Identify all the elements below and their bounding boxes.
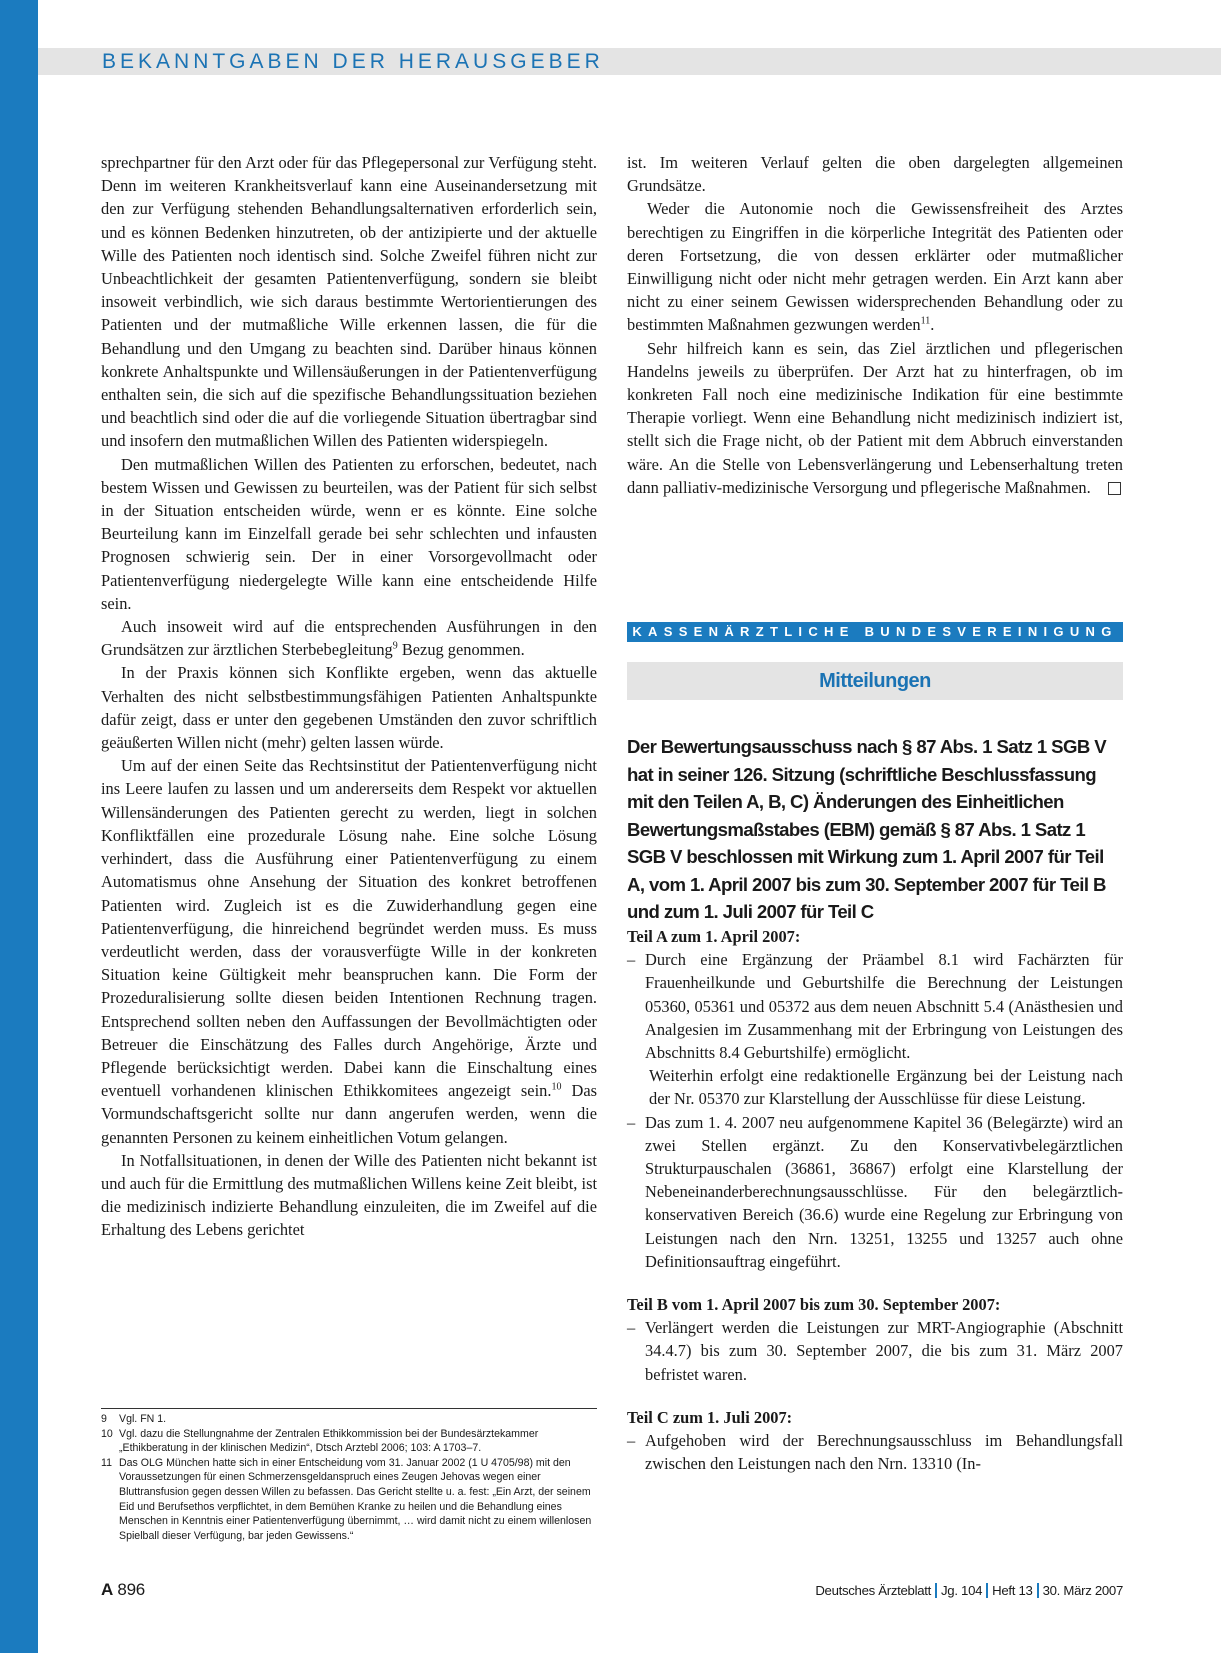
list-item-text: Verlängert werden die Leistungen zur MRT-Angiographie (Abschnitt 34.4.7) bis zum 30. September 2007, die bis zum 31. März 2007 befristet waren. <box>645 1318 1123 1384</box>
kbv-headline: Der Bewertungsausschuss nach § 87 Abs. 1 Satz 1 SGB V hat in seiner 126. Sitzung (schriftliche Beschlussfassung mit den Teilen A, B, C) Änderungen des Einheitlichen Bewertungsmaßstabes (EBM) gemäß § 87 Abs. 1 Satz 1 SGB V beschlossen mit Wirkung zum 1. April 2007 für Teil A, vom 1. April 2007 bis zum 30. September 2007 für Teil B und zum 1. Juli 2007 für Teil C <box>627 736 1107 922</box>
footnote-text: Das OLG München hatte sich in einer Entscheidung vom 31. Januar 2002 (1 U 4705/98) mit den Voraussetzungen für einen Schmerzensgeldanspruch eines Zeugen Jehovas wegen einer Bluttransfusion gegen dessen Willen zu befassen. Das Gericht stellte u. a. fest: „Ein Arzt, der seinem Eid und Berufsethos verpflichtet, in dem Bemühen Kranke zu heilen und die Behandlung eines Menschen in Kenntnis einer Patientenverfügung übernimmt, … wird damit nicht zu einem willenlosen Spielball dieser Verfügung, bar jeden Gewissens.“ <box>119 1456 592 1542</box>
kbv-body <box>627 925 1123 1475</box>
paragraph <box>627 197 1123 336</box>
list-item-text: Das zum 1. 4. 2007 neu aufgenommene Kapitel 36 (Belegärzte) wird an zwei Stellen ergänzt. Zu den Konservativbelegärztlichen Strukturpauschalen (36861, 36867) erfolgt eine Klarstellung der Nebeneinanderberechnungsausschlüsse. Für den belegärztlich-konservativen Bereich (36.6) wurde eine Regelung zur Erbringung von Leistungen nach den Nrn. 13251, 13255 und 13257 auch ohne Definitionsauftrag eingeführt. <box>645 1112 1123 1271</box>
section-header-title: BEKANNTGABEN DER HERAUSGEBER <box>102 50 604 73</box>
section-heading-teil-a: Teil A zum 1. April 2007: <box>627 927 801 946</box>
dash-bullet: – <box>627 950 636 970</box>
separator <box>986 1583 988 1598</box>
journal-date: 30. März 2007 <box>1042 1583 1123 1598</box>
paragraph: sprechpartner für den Arzt oder für das Pflegepersonal zur Verfügung steht. Denn im weiteren Krankheitsverlauf kann eine Auseinandersetzung mit den zur Verfügung stehenden Behandlungsalternativen erforderlich sein, und es können Bedenken hinzutreten, ob der antizipierte und der aktuelle Wille des Patienten noch identisch sind. Solche Zweifel führen nicht zur Unbeachtlichkeit der gesamten Patientenverfügung, sondern sie bleibt insoweit verbindlich, wie sich daraus bestimmte Wertorientierungen des Patienten und der mutmaßliche Wille erkennen lassen, die für die Behandlung und den Umgang zu beachten sind. Darüber hinaus können konkrete Anhaltspunkte und Willensäußerungen in der Patientenverfügung enthalten sein, die sich auf die spezifische Behandlungssituation beziehen und beachtlich sind oder die auf die vorliegende Situation übertragbar sind und insofern den mutmaßlichen Willen des Patienten widerspiegeln. <box>101 153 597 451</box>
journal-info <box>815 1583 1123 1598</box>
list-item-text: Durch eine Ergänzung der Präambel 8.1 wird Fachärzten für Frauenheilkunde und Geburtshilfe die Berechnung der Leistungen 05360, 05361 und 05372 aus dem neuen Abschnitt 5.4 (Anästhesien und Analgesien im Zusammenhang mit der Erbringung von Leistungen des Abschnitts 8.4 Geburtshilfe) ermöglicht. <box>645 950 1123 1063</box>
separator <box>1037 1583 1039 1598</box>
footnote <box>101 1427 597 1456</box>
page-number-value: 896 <box>117 1580 145 1599</box>
text-segment: . <box>930 315 935 335</box>
text-segment: Weder die Autonomie noch die Gewissensfreiheit des Arztes berechtigen zu Eingriffen in die körperliche Integrität des Patienten oder deren Fortsetzung, die von dessen erklärter oder mutmaßlicher Einwilligung nicht oder nicht mehr getragen werden. Ein Arzt kann aber nicht zu einer seinem Gewissen widersprechenden Behandlung oder zu bestimmten Maßnahmen gezwungen werden <box>627 199 1123 335</box>
paragraph: In der Praxis können sich Konflikte ergeben, wenn das aktuelle Verhalten des nicht selbstbestimmungsfähigen Patienten Anhaltspunkte dafür zeigt, dass er unter den gegebenen Umständen den zuvor schriftlich geäußerten Willen nicht (mehr) gelten lassen würde. <box>101 663 597 753</box>
journal-name: Deutsches Ärzteblatt <box>815 1583 931 1598</box>
footnote-ref: 9 <box>392 640 398 652</box>
dash-bullet: – <box>627 1112 636 1132</box>
paragraph <box>101 754 597 1148</box>
footnote-number: 11 <box>101 1456 112 1469</box>
footnotes <box>101 1412 597 1543</box>
list-item <box>627 1429 1123 1475</box>
footnote <box>101 1456 597 1544</box>
kbv-section-band: KASSENÄRZTLICHE BUNDESVEREINIGUNG <box>627 622 1123 642</box>
mitteilungen-heading: Mitteilungen <box>627 662 1123 700</box>
page-prefix: A <box>101 1580 113 1599</box>
footnote-ref: 11 <box>920 315 931 327</box>
list-item <box>627 948 1123 1064</box>
text-segment: Sehr hilfreich kann es sein, das Ziel ärztlichen und pflegerischen Handelns jeweils zu überprüfen. Der Arzt hat zu hinterfragen, ob im konkreten Fall noch eine medizinische Indikation für eine bestimmte Therapie vorliegt. Wenn eine Behandlung nicht medizinisch indiziert ist, stellt sich die Frage nicht, ob der Patient mit dem Abbruch einverstanden wäre. An die Stelle von Lebensverlängerung und Lebenserhaltung treten dann palliativ-medizinische Versorgung und pflegerische Maßnahmen. <box>627 338 1123 497</box>
text-segment: Bezug genommen. <box>397 640 525 660</box>
paragraph <box>627 337 1123 499</box>
footnote <box>101 1412 597 1427</box>
section-heading-teil-c: Teil C zum 1. Juli 2007: <box>627 1407 793 1427</box>
footnote-number: 10 <box>101 1427 113 1440</box>
journal-issue: Heft 13 <box>992 1583 1033 1598</box>
separator <box>935 1583 937 1598</box>
dash-bullet: – <box>627 1431 636 1451</box>
list-item-text: Aufgehoben wird der Berechnungsausschluss im Behandlungsfall zwischen den Leistungen nach den Nrn. 13310 (In- <box>645 1431 1123 1474</box>
left-accent-bar <box>0 0 38 1653</box>
footnote-ref: 10 <box>551 1081 562 1093</box>
page-number <box>101 1580 145 1600</box>
paragraph <box>101 615 597 661</box>
footnote-text: Vgl. dazu die Stellungnahme der Zentralen Ethikkommission bei der Bundesärztekammer „Ethikberatung in der klinischen Medizin“, Dtsch Arztebl 2006; 103: A 1703–7. <box>119 1427 539 1455</box>
list-item <box>627 1316 1123 1386</box>
journal-volume: Jg. 104 <box>941 1583 983 1598</box>
list-item-subparagraph: Weiterhin erfolgt eine redaktionelle Ergänzung bei der Leistung nach der Nr. 05370 zur Klarstellung der Ausschlüsse für diese Leistung. <box>649 1066 1123 1109</box>
list-item <box>627 1111 1123 1273</box>
footnote-text: Vgl. FN 1. <box>119 1413 167 1425</box>
text-segment: Das Vormundschaftsgericht sollte nur dann angerufen werden, wenn die genannten Personen zu keinem einheitlichen Votum gelangen. <box>101 1081 597 1147</box>
text-segment: Um auf der einen Seite das Rechtsinstitut der Patientenverfügung nicht ins Leere laufen zu lassen und um andererseits dem Respekt vor aktuellen Willensänderungen des Patienten gerecht zu werden, liegt in solchen Konfliktfällen eine prozedurale Lösung nahe. Eine solche Lösung verhindert, dass die Ausführung einer Patientenverfügung zu einem Automatismus ohne Ansehung der Situation des konkret betroffenen Patienten wird. Zugleich ist es die Zuwiderhandlung gegen eine Patientenverfügung, die hinreichend begründet werden muss. Es muss verdeutlicht werden, dass der vorausverfügte Wille in der konkreten Situation keine Gültigkeit mehr beanspruchen kann. Die Form der Prozeduralisierung sollte diesen beiden Intentionen Rechnung tragen. Entsprechend sollten neben den Auffassungen der Bevollmächtigten oder Betreuer die Einschätzung des Falles durch Angehörige, Ärzte und Pflegende berücksichtigt werden. Dabei kann die Einschaltung eines eventuell vorhandenen klinischen Ethikkomitees angezeigt sein. <box>101 756 597 1101</box>
right-column <box>627 151 1123 499</box>
paragraph: Den mutmaßlichen Willen des Patienten zu erforschen, bedeutet, nach bestem Wissen und Gewissen zu beurteilen, was der Patient für sich selbst in der Situation entscheiden würde, wenn er es könnte. Eine solche Beurteilung kann im Einzelfall gerade bei sehr schlechten und infausten Prognosen schwierig sein. Der in einer Vorsorgevollmacht oder Patientenverfügung niedergelegte Wille kann eine entscheidende Hilfe sein. <box>101 454 597 613</box>
footnote-rule <box>101 1408 597 1409</box>
left-column <box>101 151 597 1242</box>
footnote-number: 9 <box>101 1413 107 1425</box>
end-of-article-box-icon <box>1108 482 1121 495</box>
dash-bullet: – <box>627 1318 636 1338</box>
paragraph: In Notfallsituationen, in denen der Wille des Patienten nicht bekannt ist und auch für die Ermittlung des mutmaßlichen Willens keine Zeit bleibt, ist die medizinisch indizierte Behandlung einzuleiten, die im Zweifel auf die Erhaltung des Lebens gerichtet <box>101 1150 597 1240</box>
section-heading-teil-b: Teil B vom 1. April 2007 bis zum 30. September 2007: <box>627 1295 1001 1315</box>
paragraph: ist. Im weiteren Verlauf gelten die oben dargelegten allgemeinen Grundsätze. <box>627 153 1123 196</box>
text-segment: Auch insoweit wird auf die entsprechenden Ausführungen in den Grundsätzen zur ärztlichen Sterbebegleitung <box>101 617 597 660</box>
